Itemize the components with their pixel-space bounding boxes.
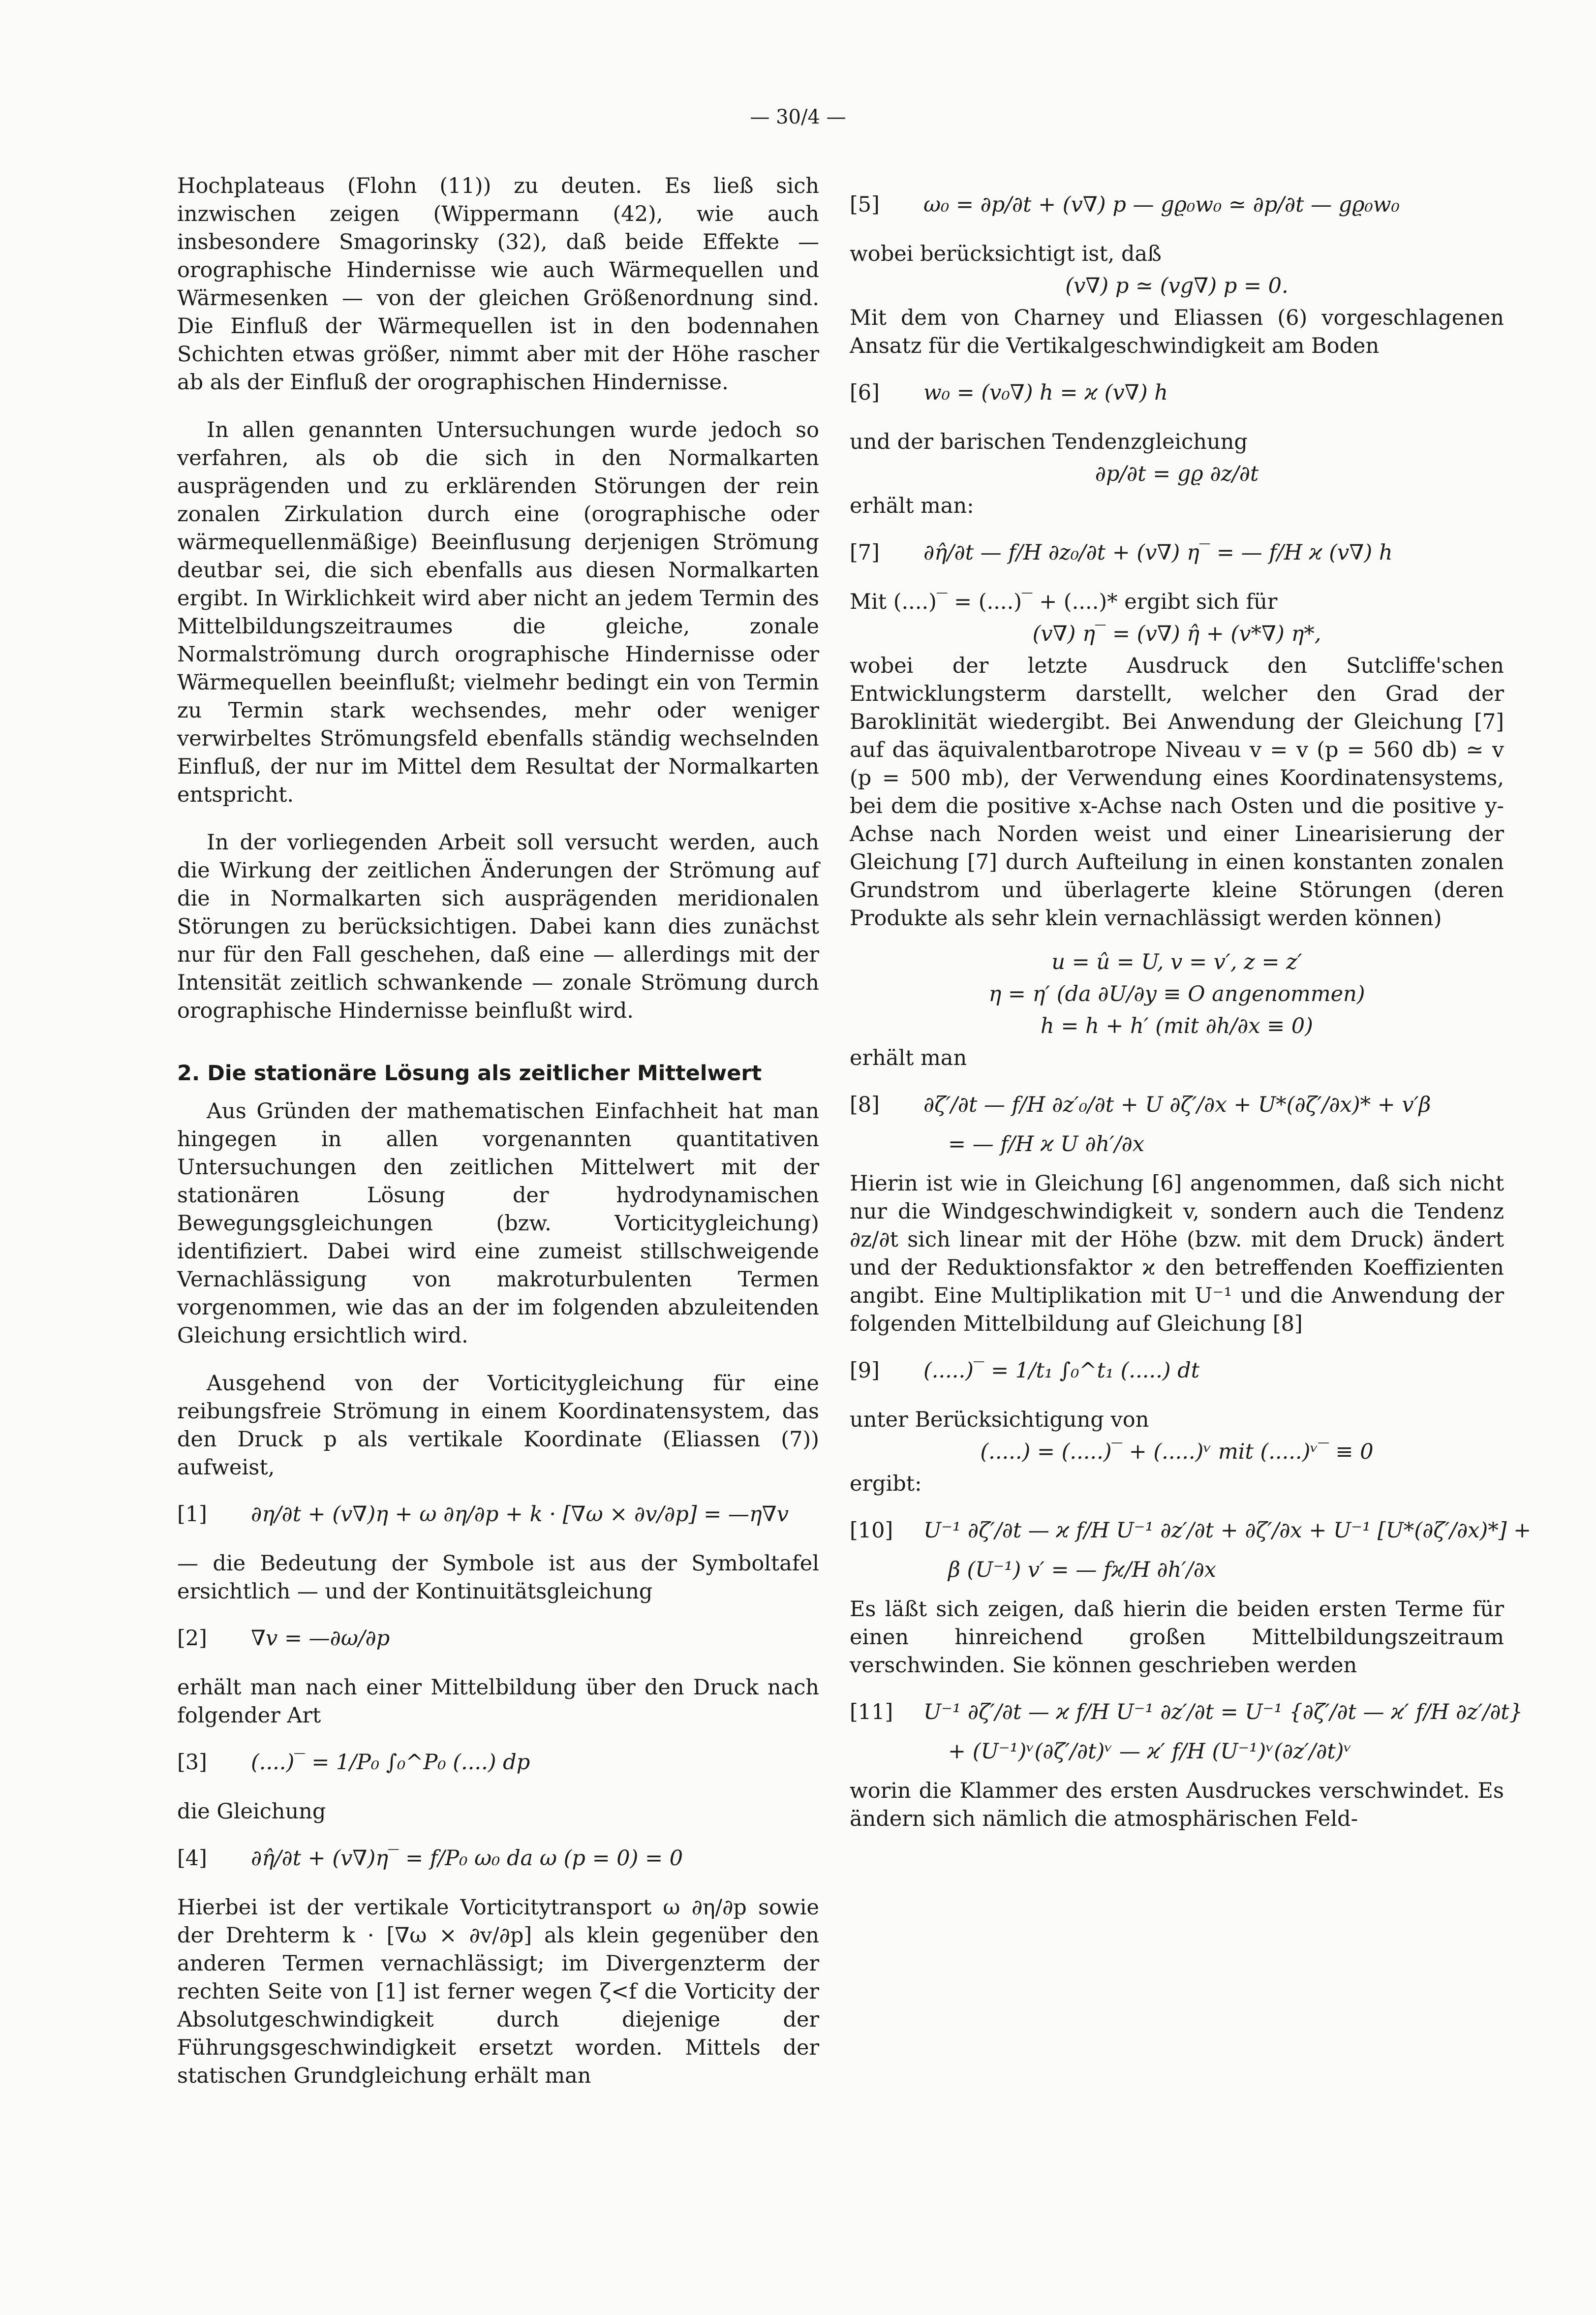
equation-body: U⁻¹ ∂ζ′/∂t — ϰ f/H U⁻¹ ∂z′/∂t = U⁻¹ {∂ζ′/∂t — ϰ′ f/H ∂z′/∂t} <box>923 1700 1523 1724</box>
paragraph: Hochplateaus (Flohn (11)) zu deuten. Es ließ sich inzwischen zeigen (Wippermann (42), wie auch insbesondere Smagorinsky (32), daß beide Effekte — orographische Hindernisse wie auch Wärmequellen und Wärmesenken — von der gleichen Größenordnung sind. Die Einfluß der Wärmequellen ist in den bodennahen Schichten etwas größer, nimmt aber mit der Höhe rascher ab als der Einfluß der orographischen Hindernisse. <box>177 174 819 395</box>
equation-number: [3] <box>177 1750 207 1775</box>
equation-1 <box>177 1489 819 1543</box>
paragraph: Hierbei ist der vertikale Vorticitytransport ω ∂η/∂p sowie der Drehterm k · [∇ω × ∂v/∂p] als klein gegenüber den anderen Termen vernachlässigt; im Divergenzterm der rechten Seite von [1] ist ferner wegen ζ<f die Vorticity der Absolutgeschwindigkeit durch diejenige der Führungsgeschwindigkeit ersetzt worden. Mittels der statischen Grundgleichung erhält man <box>177 1895 819 2088</box>
equation-body: ∂η̂/∂t + (v∇)η‾ = f/P₀ ω₀ da ω (p = 0) = 0 <box>251 1846 683 1871</box>
page-number: — 30/4 — <box>750 106 846 128</box>
equation-inline: ∂p/∂t = gϱ ∂z/∂t <box>1095 462 1259 486</box>
paragraph: Ausgehend von der Vorticitygleichung für eine reibungsfreie Strömung in einem Koordinatensystem, das den Druck p als vertikale Koordinate (Eliassen (7)) aufweist, <box>177 1371 819 1480</box>
equation-number: [8] <box>850 1093 880 1117</box>
paragraph: In allen genannten Untersuchungen wurde jedoch so verfahren, als ob die sich in den Normalkarten ausprägenden und zu erklärenden Störungen der rein zonalen Zirkulation durch eine (orographische oder wärmequellenmäßige) Beeinflusung derjenigen Strömung deutbar sei, die sich ebenfalls aus diesen Normalkarten ergibt. In Wirklichkeit wird aber nicht an jedem Termin des Mittelbildungszeitraumes die gleiche, zonale Normalströmung durch orographische Hindernisse oder Wärmequellen beeinflußt; vielmehr bedingt ein von Termin zu Termin stark wechsendes, mehr oder weniger verwirbeltes Strömungsfeld ebenfalls ständig wechselnden Einfluß, der nur im Mittel dem Resultat der Normalkarten entspricht. <box>177 418 819 807</box>
equation-4 <box>177 1833 819 1887</box>
equation-7 <box>850 527 1504 581</box>
paragraph: worin die Klammer des ersten Ausdruckes verschwindet. Es ändern sich nämlich die atmosphärischen Feld- <box>850 1779 1504 1831</box>
equation-5 <box>850 179 1504 233</box>
equation-6 <box>850 367 1504 421</box>
paragraph: Es läßt sich zeigen, daß hierin die beiden ersten Terme für einen hinreichend großen Mittelbildungszeitraum verschwinden. Sie können geschrieben werden <box>850 1597 1504 1678</box>
paragraph: Aus Gründen der mathematischen Einfachheit hat man hingegen in allen vorgenannten quantitativen Untersuchungen den zeitlichen Mittelwert mit der stationären Lösung der hydrodynamischen Bewegungsgleichungen (bzw. Vorticitygleichung) identifiziert. Dabei wird eine zumeist stillschweigende Vernachlässigung von makroturbulenten Termen vorgenommen, wie das an der im folgenden abzuleitenden Gleichung ersichtlich wird. <box>177 1099 819 1348</box>
left-column <box>177 172 819 2090</box>
equation-2 <box>177 1613 819 1667</box>
paragraph: Hierin ist wie in Gleichung [6] angenommen, daß sich nicht nur die Windgeschwindigkeit v, sondern auch die Tendenz ∂z/∂t sich linear mit der Höhe (bzw. mit dem Druck) ändert und der Reduktionsfaktor ϰ den betreffenden Koeffizienten angibt. Eine Multiplikation mit U⁻¹ und die Anwendung der folgenden Mittelbildung auf Gleichung [8] <box>850 1171 1504 1336</box>
equation-body: U⁻¹ ∂ζ′/∂t — ϰ f/H U⁻¹ ∂z′/∂t + ∂ζ′/∂x + U⁻¹ [U*(∂ζ′/∂x)*] + <box>923 1518 1532 1543</box>
paragraph: wobei der letzte Ausdruck den Sutcliffe'schen Entwicklungsterm darstellt, welcher den Grad der Baroklinität wiedergibt. Bei Anwendung der Gleichung [7] auf das äquivalentbarotrope Niveau v = v (p = 560 db) ≃ v (p = 500 mb), der Verwendung eines Koordinatensystems, bei dem die positive x-Achse nach Osten und die positive y-Achse nach Norden weist und einer Linearisierung der Gleichung [7] durch Aufteilung in einen konstanten zonalen Grundstrom und überlagerte kleine Störungen (deren Produkte als sehr klein vernachlässigt werden können) <box>850 654 1504 931</box>
paragraph: Mit dem von Charney und Eliassen (6) vorgeschlagenen Ansatz für die Vertikalgeschwindigkeit am Boden <box>850 306 1504 358</box>
paragraph: — die Bedeutung der Symbole ist aus der Symboltafel ersichtlich — und der Kontinuitätsgleichung <box>177 1551 819 1604</box>
equation-body: ∂ζ′/∂t — f/H ∂z′₀/∂t + U ∂ζ′/∂x + U*(∂ζ′/∂x)* + v′β <box>923 1093 1431 1117</box>
equation-inline: u = û = U, v = v′, z = z′ <box>1051 950 1302 974</box>
equation-body: ∂η/∂t + (v∇)η + ω ∂η/∂p + k · [∇ω × ∂v/∂p] = —η∇v <box>251 1502 789 1527</box>
equation-body: ∂η̂/∂t — f/H ∂z₀/∂t + (v∇) η‾ = — f/H ϰ (v∇) h <box>923 540 1393 565</box>
paragraph: erhält man: <box>850 494 974 518</box>
equation-11 <box>850 1687 1523 1770</box>
equation-10 <box>850 1505 1532 1589</box>
paragraph: unter Berücksichtigung von <box>850 1408 1149 1432</box>
equation-body: ∇v = —∂ω/∂p <box>251 1626 390 1651</box>
equation-inline: η = η′ (da ∂U/∂y ≡ O angenommen) <box>988 982 1365 1006</box>
paragraph: erhält man nach einer Mittelbildung über den Druck nach folgender Art <box>177 1675 819 1728</box>
equation-inline: (v∇) η‾ = (v∇) η̂ + (v*∇) η*, <box>1032 622 1321 646</box>
equation-number: [6] <box>850 380 880 405</box>
section-heading: 2. Die stationäre Lösung als zeitlicher Mittelwert <box>177 1061 762 1086</box>
equation-inline: (v∇) p ≃ (vg∇) p = 0. <box>1065 274 1289 298</box>
paragraph: wobei berücksichtigt ist, daß <box>850 242 1162 266</box>
equation-body-continued: β (U⁻¹) v′ = — fϰ/H ∂h′/∂x <box>948 1558 1217 1582</box>
equation-number: [5] <box>850 192 880 217</box>
equation-number: [7] <box>850 540 880 565</box>
equation-body: (....)‾ = 1/P₀ ∫₀^P₀ (....) dp <box>251 1750 530 1775</box>
paragraph: die Gleichung <box>177 1799 326 1824</box>
equation-body: ω₀ = ∂p/∂t + (v∇) p — gϱ₀w₀ ≃ ∂p/∂t — gϱ₀w₀ <box>923 192 1400 217</box>
equation-9 <box>850 1345 1504 1399</box>
equation-number: [2] <box>177 1626 207 1651</box>
paragraph: ergibt: <box>850 1471 922 1496</box>
equation-number: [9] <box>850 1358 880 1383</box>
equation-body: (.....)‾ = 1/t₁ ∫₀^t₁ (.....) dt <box>923 1358 1200 1383</box>
equation-inline: (.....) = (.....)‾ + (.....)ᵛ mit (.....)ᵛ‾ ≡ 0 <box>980 1439 1374 1464</box>
paragraph: In der vorliegenden Arbeit soll versucht werden, auch die Wirkung der zeitlichen Änderungen der Strömung auf die in Normalkarten sich ausprägenden meridionalen Störungen zu berücksichtigen. Dabei kann dies zunächst nur für den Fall geschehen, daß eine — allerdings mit der Intensität zeitlich schwankende — zonale Strömung durch orographische Hindernisse beinflußt wird. <box>177 830 819 1023</box>
right-column <box>850 172 1532 1833</box>
equation-8 <box>850 1079 1504 1163</box>
equation-number: [4] <box>177 1846 207 1871</box>
equation-number: [11] <box>850 1700 893 1724</box>
paragraph: erhält man <box>850 1046 967 1070</box>
paragraph: und der barischen Tendenzgleichung <box>850 430 1248 454</box>
paragraph: Mit (....)‾ = (....)‾ + (....)* ergibt sich für <box>850 590 1278 614</box>
equation-number: [10] <box>850 1518 893 1543</box>
equation-3 <box>177 1737 819 1791</box>
equation-body-continued: + (U⁻¹)ᵛ(∂ζ′/∂t)ᵛ — ϰ′ f/H (U⁻¹)ᵛ(∂z′/∂t)ᵛ <box>948 1739 1352 1764</box>
equation-body: w₀ = (v₀∇) h = ϰ (v∇) h <box>923 380 1168 405</box>
equation-number: [1] <box>177 1502 207 1527</box>
equation-inline: h = h + h′ (mit ∂h/∂x ≡ 0) <box>1041 1014 1313 1038</box>
equation-body-continued: = — f/H ϰ U ∂h′/∂x <box>948 1132 1144 1157</box>
